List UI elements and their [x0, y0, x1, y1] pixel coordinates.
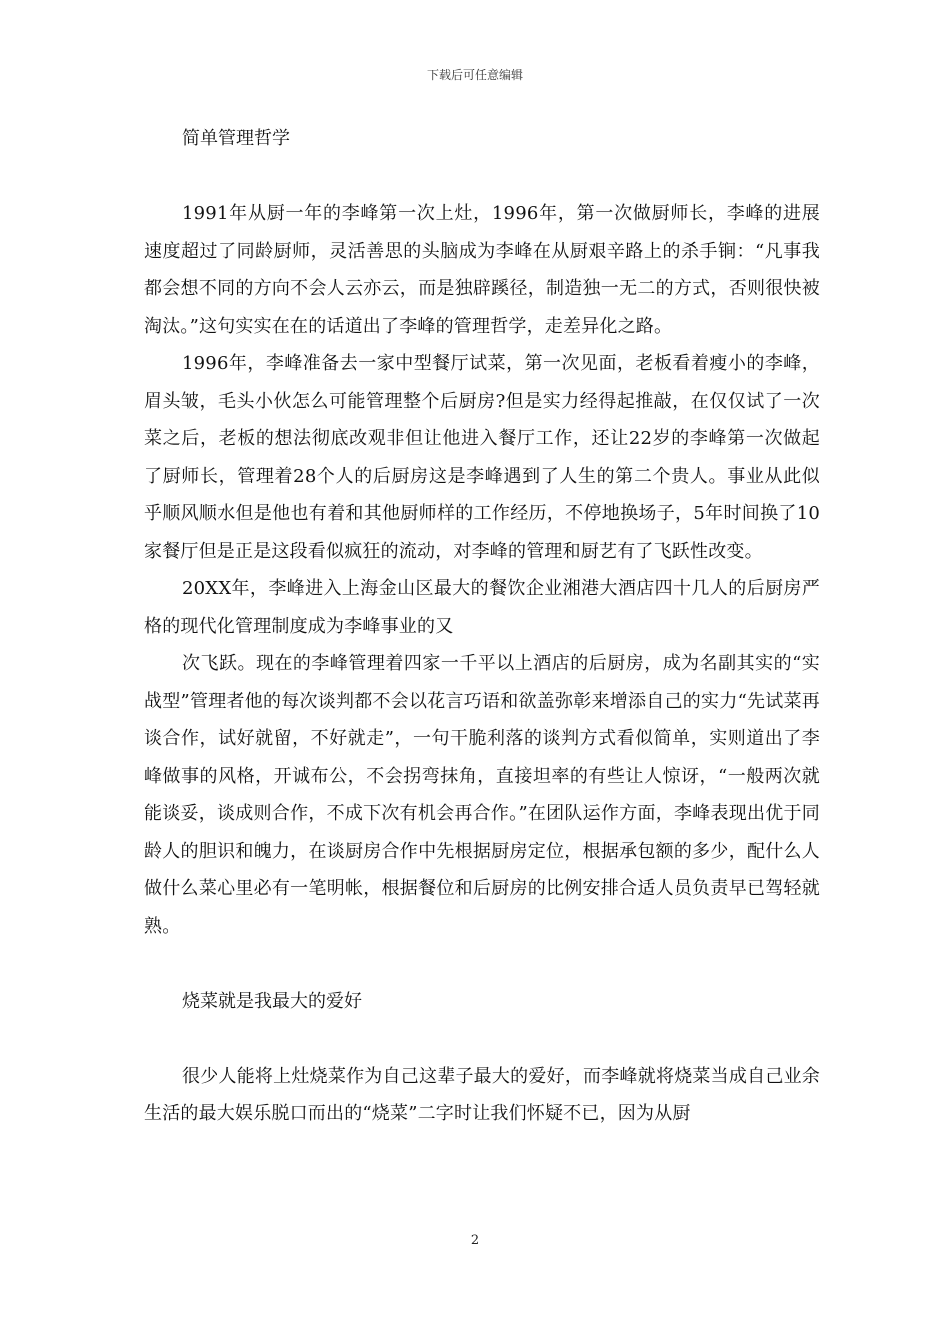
- spacer: [144, 945, 820, 983]
- paragraph: 1996年，李峰准备去一家中型餐厅试菜，第一次见面，老板看着瘦小的李峰，眉头皱，毛头小伙怎么可能管理整个后厨房?但是实力经得起推敲，在仅仅试了一次菜之后，老板的想法彻底改观非但让他进入餐厅工作，还让22岁的李峰第一次做起了厨师长，管理着28个人的后厨房这是李峰遇到了人生的第二个贵人。事业从此似乎顺风顺水但是他也有着和其他厨师样的工作经历，不停地换场子，5年时间换了10家餐厅但是正是这段看似疯狂的流动，对李峰的管理和厨艺有了飞跃性改变。: [144, 353, 820, 562]
- paragraph: 20XX年，李峰进入上海金山区最大的餐饮企业湘港大酒店四十几人的后厨房严格的现代化管理制度成为李峰事业的又: [144, 578, 820, 637]
- paragraph: 很少人能将上灶烧菜作为自己这辈子最大的爱好，而李峰就将烧菜当成自己业余生活的最大娱乐脱口而出的“烧菜”二字时让我们怀疑不已，因为从厨: [144, 1065, 820, 1124]
- page-header: 下载后可任意编辑: [426, 68, 523, 82]
- section-title-hobby: 烧菜就是我最大的爱好: [182, 990, 362, 1012]
- page-number: 2: [470, 1233, 480, 1248]
- paragraph: 1991年从厨一年的李峰第一次上灶，1996年，第一次做厨师长，李峰的进展速度超过了同龄厨师，灵活善思的头脑成为李峰在从厨艰辛路上的杀手锏：“凡事我都会想不同的方向不会人云亦云，而是独辟蹊径，制造独一无二的方式，否则很快被淘汰。”这句实实在在的话道出了李峰的管理哲学，走差异化之路。: [144, 203, 820, 337]
- paragraph: 次飞跃。现在的李峰管理着四家一千平以上酒店的后厨房，成为名副其实的“实战型”管理者他的每次谈判都不会以花言巧语和欲盖弥彰来增添自己的实力“先试菜再谈合作，试好就留，不好就走”，一句干脆利落的谈判方式看似简单，实则道出了李峰做事的风格，开诚布公，不会拐弯抹角，直接坦率的有些让人惊讶，“一般两次就能谈妥，谈成则合作，不成下次有机会再合作。”在团队运作方面，李峰表现出优于同龄人的胆识和魄力，在谈厨房合作中先根据厨房定位，根据承包额的多少，配什么人做什么菜心里必有一笔明帐，根据餐位和后厨房的比例安排合适人员负责早已驾轻就熟。: [144, 653, 820, 937]
- spacer: [144, 1020, 820, 1058]
- section-title-management: 简单管理哲学: [182, 128, 290, 149]
- document-body: [144, 120, 820, 1133]
- spacer: [144, 158, 820, 196]
